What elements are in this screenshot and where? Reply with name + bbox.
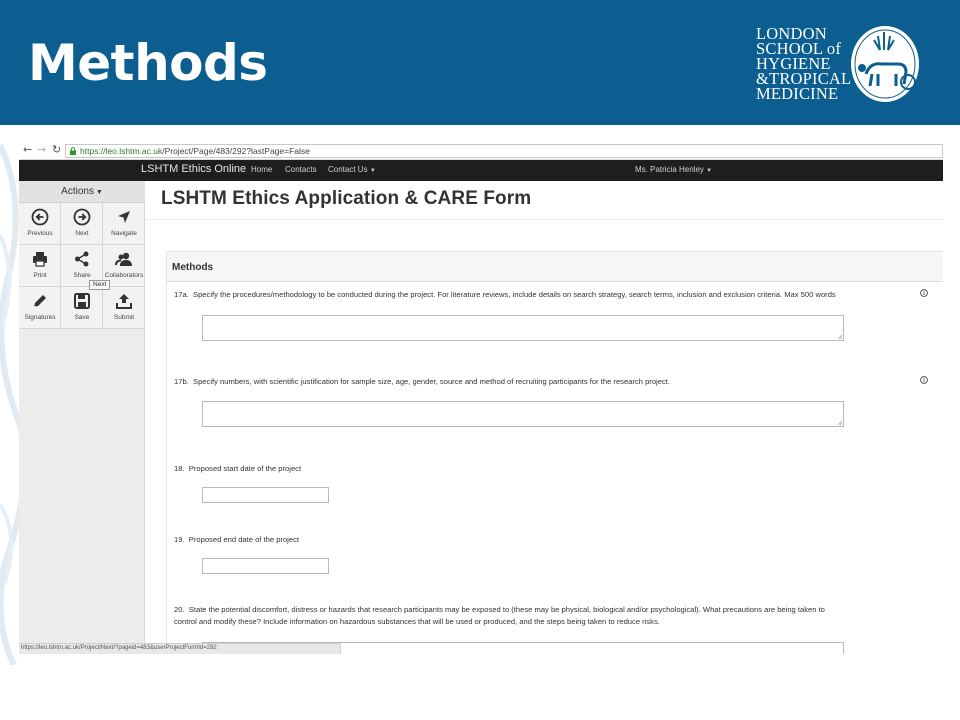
logo-line: SCHOOL of	[756, 39, 842, 58]
collaborators-icon	[115, 250, 133, 268]
url-path: /Project/Page/483/292?lastPage=False	[162, 146, 310, 156]
question-number: 17a.	[174, 290, 189, 299]
question-number: 19.	[174, 535, 185, 544]
question-19	[174, 534, 299, 546]
save-label: Save	[74, 314, 90, 321]
status-url: https://leo.lshtm.ac.uk/Project/Next/?pageid=483&userProjectFormId=292	[21, 645, 217, 651]
chevron-down-icon: ▼	[93, 189, 103, 196]
submit-button[interactable]	[103, 287, 145, 329]
caret-down-icon: ▼	[369, 168, 376, 174]
previous-label: Previous	[27, 230, 53, 237]
question-20	[174, 604, 825, 628]
question-text: Proposed start date of the project	[188, 464, 302, 473]
nav-contact-us[interactable]	[328, 165, 376, 174]
print-button[interactable]	[19, 245, 61, 287]
logo-line: HYGIENE	[756, 54, 831, 73]
panel-header	[167, 252, 943, 282]
signatures-label: Signatures	[24, 314, 56, 321]
resize-handle-icon[interactable]	[837, 334, 842, 339]
next-tooltip: Next	[89, 280, 110, 290]
answer-17a-textarea[interactable]	[202, 315, 844, 341]
answer-17b-textarea[interactable]	[202, 401, 844, 427]
share-label: Share	[73, 272, 91, 279]
question-text: State the potential discomfort, distress or hazards that research participants may be exposed to (these may be physical, biological and/or psychological). What precautions are being taken to	[188, 605, 825, 614]
print-icon	[31, 250, 49, 268]
signatures-button[interactable]	[19, 287, 61, 329]
actions-label: Actions	[61, 186, 94, 197]
logo-line: &TROPICAL	[756, 69, 852, 88]
slide-header	[0, 0, 960, 125]
next-button[interactable]	[61, 203, 103, 245]
question-17b	[174, 376, 670, 388]
next-icon	[73, 208, 91, 226]
previous-button[interactable]	[19, 203, 61, 245]
page-title: LSHTM Ethics Application & CARE Form	[161, 188, 532, 209]
slide-title: Methods	[28, 34, 268, 92]
question-text: Specify the procedures/methodology to be conducted during the project. For literature reviews, include details on search strategy, search terms, inclusion and exclusion criteria. Max 500 words	[193, 290, 836, 299]
save-button[interactable]	[61, 287, 103, 329]
start-date-input[interactable]	[202, 487, 329, 503]
main-content	[146, 181, 943, 654]
question-number: 18.	[174, 464, 185, 473]
previous-icon	[31, 208, 49, 226]
top-navbar	[19, 160, 943, 181]
methods-panel	[166, 251, 943, 654]
user-name: Ms. Patricia Henley	[635, 165, 704, 174]
url-text	[80, 146, 310, 156]
logo-wordmark	[756, 24, 852, 103]
collaborators-label: Collaborators	[104, 272, 144, 279]
navigate-label: Navigate	[111, 230, 137, 237]
next-label: Next	[75, 230, 89, 237]
logo-line: LONDON	[756, 24, 827, 43]
print-label: Print	[33, 272, 47, 279]
address-bar	[19, 142, 943, 160]
submit-icon	[115, 292, 133, 310]
question-number: 20.	[174, 605, 185, 614]
navigate-button[interactable]	[103, 203, 145, 245]
actions-dropdown[interactable]	[19, 181, 145, 203]
caret-down-icon: ▼	[706, 168, 713, 174]
question-text: Proposed end date of the project	[188, 535, 299, 544]
section-title: Methods	[172, 262, 214, 273]
reload-icon[interactable]: ↻	[52, 143, 62, 156]
nav-home[interactable]: Home	[251, 165, 273, 174]
question-18	[174, 463, 301, 475]
save-icon	[73, 292, 91, 310]
brand-link[interactable]: LSHTM Ethics Online	[141, 163, 247, 175]
info-icon[interactable]	[920, 289, 928, 297]
pencil-icon	[31, 292, 49, 310]
crest-icon	[848, 22, 922, 106]
forward-arrow-icon[interactable]: →	[37, 143, 47, 156]
url-host: https://leo.lshtm.ac.uk	[80, 146, 163, 156]
navigate-icon	[115, 208, 133, 226]
question-text: Specify numbers, with scientific justification for sample size, age, gender, source and method of recruiting participants for the research project.	[193, 377, 670, 386]
question-text-continued: control and modify these? Include information on hazardous substances that will be used or produced, and the steps being taken to reduce risks.	[174, 617, 660, 626]
nav-contacts[interactable]: Contacts	[285, 165, 317, 174]
submit-label: Submit	[113, 314, 135, 321]
browser-window	[19, 142, 943, 654]
question-17a	[174, 289, 836, 301]
share-icon	[73, 250, 91, 268]
url-field[interactable]	[65, 144, 943, 158]
user-menu[interactable]	[635, 165, 712, 174]
question-number: 17b.	[174, 377, 189, 386]
nav-contact-us-label: Contact Us	[328, 165, 368, 174]
logo-line: MEDICINE	[756, 84, 839, 103]
back-arrow-icon[interactable]: ←	[23, 143, 33, 156]
title-divider	[146, 219, 943, 220]
actions-sidebar	[19, 181, 145, 654]
status-bar	[19, 643, 341, 654]
lock-icon	[69, 147, 77, 155]
info-icon[interactable]	[920, 376, 928, 384]
resize-handle-icon[interactable]	[837, 420, 842, 425]
end-date-input[interactable]	[202, 558, 329, 574]
lshtm-logo	[756, 22, 926, 106]
